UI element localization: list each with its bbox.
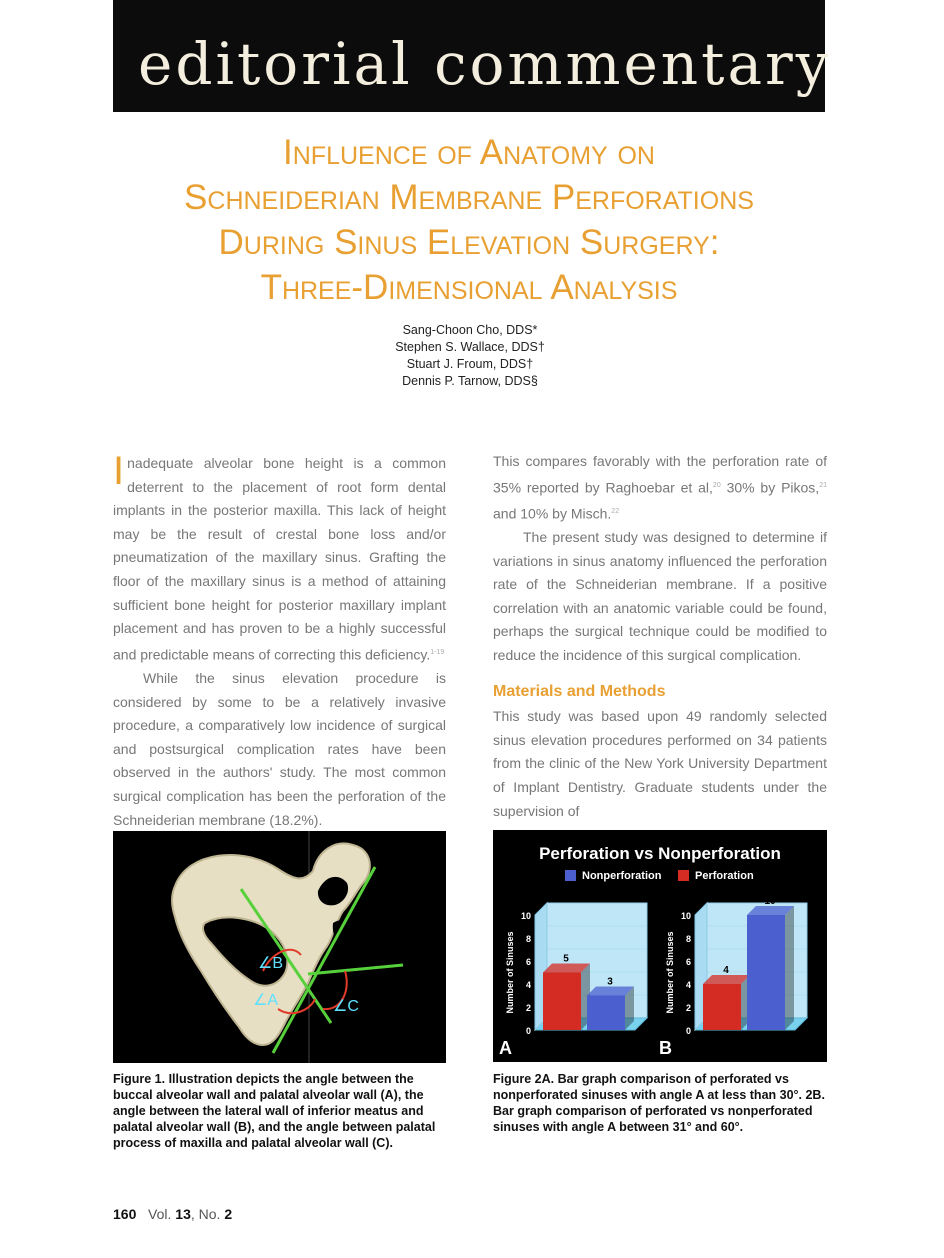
author: Sang-Choon Cho, DDS* [402,323,538,337]
volume-label: Vol. [148,1206,172,1222]
reference-superscript[interactable]: 21 [819,481,827,489]
chart-title: Perforation vs Nonperforation [539,844,781,863]
page-number: 160 [113,1206,137,1222]
volume-number: 13 [175,1206,191,1222]
data-label: 5 [563,953,569,965]
y-tick-label: 6 [525,957,531,967]
reference-superscript[interactable]: 22 [611,507,620,515]
y-tick-label: 10 [520,911,531,921]
author: Dennis P. Tarnow, DDS§ [402,374,538,388]
bar [543,973,581,1031]
angle-label: ∠A [253,992,279,1009]
author-list [300,322,640,390]
legend-label: Perforation [695,870,754,882]
legend-swatch [565,870,576,881]
paragraph: This compares favorably with the perforation rate of 35% reported by Raghoebar et al,$^{20}$ 30% by Pikos,$^{21}$ and 10% by Misch.$^{22}$ [493,453,827,522]
figure-2-caption: Figure 2A. Bar graph comparison of perforated vs nonperforated sinuses with angle A at less than 30°. 2B. Bar graph comparison of perforated vs nonperforated sinuses with angle A between 31° and 60°. [493,1072,825,1134]
y-tick-label: 0 [685,1026,691,1036]
panel-label: B [659,1038,672,1058]
author: Stephen S. Wallace, DDS† [395,340,545,354]
angle-label: ∠B [258,955,284,972]
body-column-left [113,449,446,832]
reference-superscript[interactable]: 20 [712,481,721,489]
bar-side [785,906,794,1030]
y-tick-label: 4 [525,980,531,990]
data-label: 4 [723,965,729,976]
y-tick-label: 10 [680,911,691,921]
page-footer: 160 Vol. 13, No. 2 [113,1206,233,1222]
title-line: Three-Dimensional Analysis [260,268,678,307]
y-axis-label: Number of Sinuses [665,931,675,1014]
legend-swatch [678,870,689,881]
bar [703,984,741,1030]
y-tick-label: 0 [525,1026,531,1036]
bar [587,996,625,1031]
y-tick-label: 4 [685,980,691,990]
figure-2-chart [493,830,827,1062]
section-heading: Materials and Methods [493,682,666,700]
figure-1-illustration [113,831,446,1063]
author: Stuart J. Froum, DDS† [406,357,534,371]
body-column-right [493,450,827,823]
issue-number: 2 [224,1206,233,1222]
y-tick-label: 2 [685,1003,691,1013]
title-line: Schneiderian Membrane Perforations [184,178,754,217]
y-tick-label: 2 [525,1003,531,1013]
header-banner [113,0,832,112]
angle-label: ∠C [333,998,359,1015]
paragraph: This study was based upon 49 randomly selected sinus elevation procedures performed on 34 patients from the clinic of the New York University Department of Implant Dentistry. Graduate students under the supervision of [493,708,827,819]
figure-1-caption: Figure 1. Illustration depicts the angle between the buccal alveolar wall and palatal alveolar wall (A), the angle between the lateral wall of inferior meatus and palatal alveolar wall (B), and the angle between palatal process of maxilla and palatal alveolar wall (C). [113,1072,436,1150]
paragraph: While the sinus elevation procedure is considered by some to be a relatively invasive procedure, a comparatively low incidence of surgical and postsurgical complication rates have been observed in the authors' study. The most common surgical complication has been the perforation of the Schneiderian membrane (18.2%). [113,670,446,828]
data-label: 3 [607,976,613,988]
y-tick-label: 8 [685,934,691,944]
paragraph: Inadequate alveolar bone height is a common deterrent to the placement of root form dental implants in the posterior maxilla. This lack of height may be the result of crestal bone loss and/or pneumatization of the maxillary sinus. Grafting the floor of the maxillary sinus is a method of attaining sufficient bone height for posterior maxillary implant placement and has proven to be a highly successful and predictable means of correcting this deficiency.$^{1-19}$ [113,449,446,663]
issue-label: No. [198,1206,221,1222]
banner-title: editorial commentary [138,30,832,98]
sinus-anatomy-drawing [113,831,446,1063]
y-tick-label: 8 [525,934,531,944]
title-line: During Sinus Elevation Surgery: [218,223,720,262]
legend-label: Nonperforation [582,870,662,882]
y-axis-label: Number of Sinuses [505,931,515,1014]
reference-superscript[interactable]: 1-19 [430,648,445,656]
paragraph: The present study was designed to determine if variations in sinus anatomy influenced the perforation rate of the Schneiderian membrane. If a positive correlation with an anatomic variable could be found, perhaps the surgical technique could be modified to reduce the incidence of this surgical complication. [493,529,827,664]
drop-cap: I [113,449,125,493]
title-line: Influence of Anatomy on [283,133,655,172]
bar [747,915,785,1030]
article-title [113,130,825,310]
panel-label: A [499,1038,512,1058]
bar-chart [493,830,827,1062]
data-label: 10 [764,896,776,907]
chart-legend [565,870,754,882]
y-tick-label: 6 [685,957,691,967]
